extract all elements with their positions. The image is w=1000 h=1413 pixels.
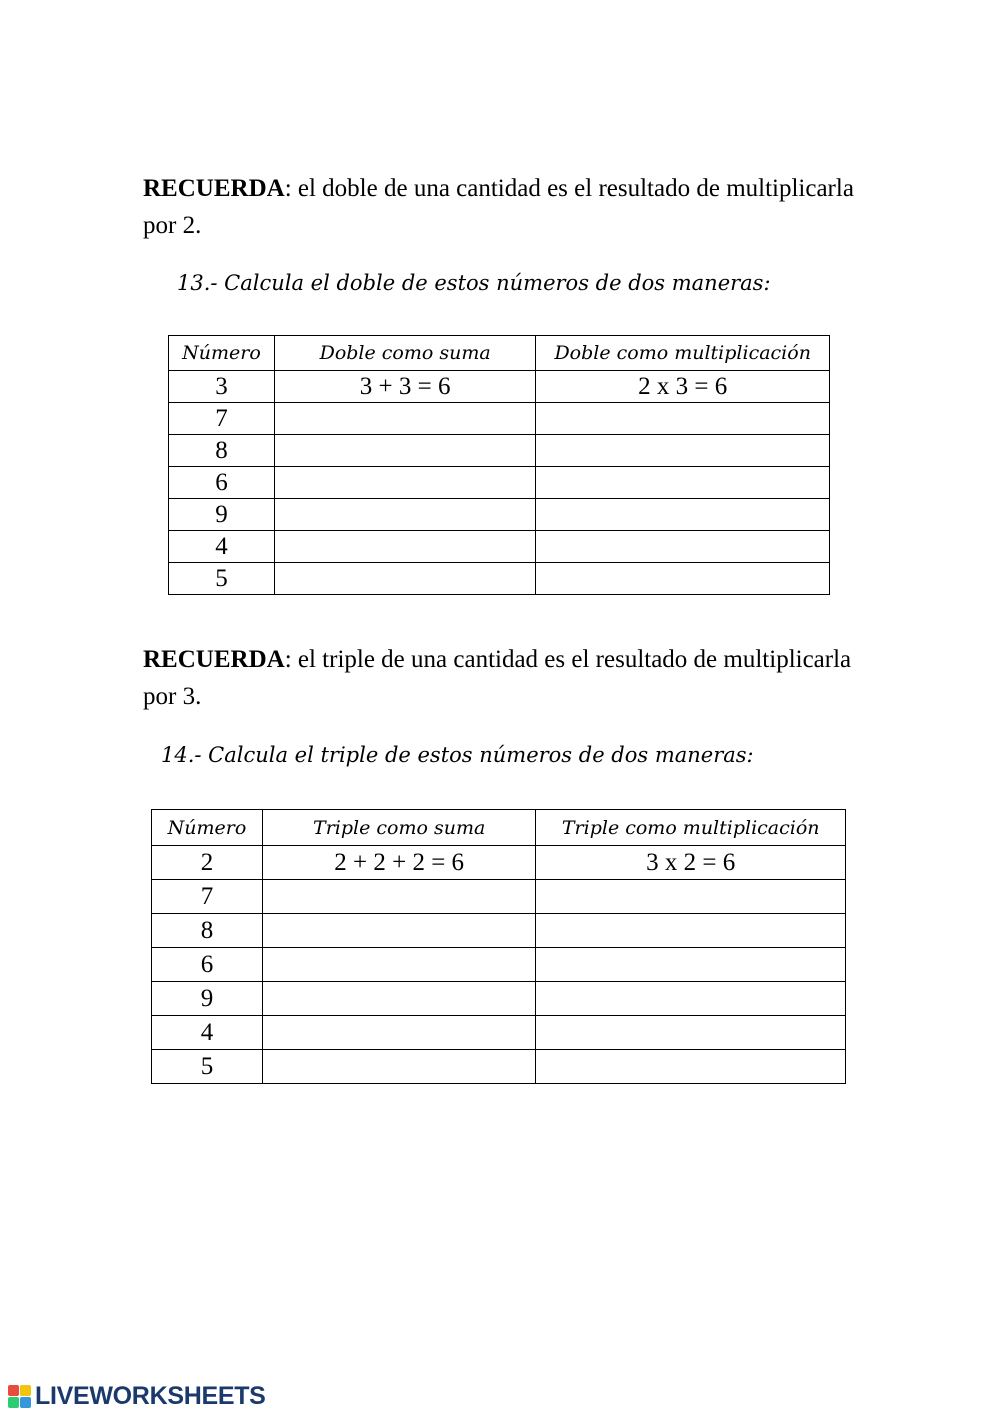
- suma-cell[interactable]: [262, 948, 535, 982]
- recuerda-text: : el doble de una cantidad es el resultado de multiplicarla por 2.: [143, 175, 854, 239]
- suma-cell[interactable]: [274, 467, 535, 499]
- numero-cell: 3: [169, 371, 275, 403]
- suma-cell[interactable]: [262, 1016, 535, 1050]
- numero-cell: 7: [152, 880, 263, 914]
- numero-cell: 5: [152, 1050, 263, 1084]
- suma-cell[interactable]: [274, 403, 535, 435]
- suma-cell[interactable]: [262, 1050, 535, 1084]
- multiplicacion-cell[interactable]: [536, 982, 846, 1016]
- liveworksheets-logo[interactable]: [8, 1381, 266, 1411]
- suma-cell[interactable]: [274, 531, 535, 563]
- numero-cell: 2: [152, 846, 263, 880]
- multiplicacion-cell[interactable]: [536, 563, 830, 595]
- recuerda-label: RECUERDA: [143, 646, 285, 673]
- table-row: [152, 880, 846, 914]
- exercise-14-title: 14.- Calcula el triple de estos números de dos maneras:: [161, 743, 754, 767]
- header-numero: Número: [152, 810, 263, 846]
- table-header-row: [169, 336, 830, 371]
- numero-cell: 9: [169, 499, 275, 531]
- multiplicacion-cell[interactable]: [536, 948, 846, 982]
- numero-cell: 8: [152, 914, 263, 948]
- multiplicacion-cell[interactable]: [536, 880, 846, 914]
- numero-cell: 7: [169, 403, 275, 435]
- suma-cell[interactable]: [262, 982, 535, 1016]
- multiplicacion-cell[interactable]: [536, 499, 830, 531]
- logo-square-red: [8, 1385, 19, 1396]
- table-row: [169, 371, 830, 403]
- header-numero: Número: [169, 336, 275, 371]
- exercise-13-title: 13.- Calcula el doble de estos números de dos maneras:: [177, 271, 771, 295]
- multiplicacion-cell: 2 x 3 = 6: [536, 371, 830, 403]
- numero-cell: 8: [169, 435, 275, 467]
- table-row: [169, 499, 830, 531]
- recuerda-doble-note: [143, 170, 863, 244]
- table-row: [152, 982, 846, 1016]
- header-triple-suma: Triple como suma: [262, 810, 535, 846]
- multiplicacion-cell[interactable]: [536, 531, 830, 563]
- suma-cell[interactable]: [274, 563, 535, 595]
- header-doble-suma: Doble como suma: [274, 336, 535, 371]
- triple-table-body: [152, 846, 846, 1084]
- recuerda-label: RECUERDA: [143, 175, 285, 202]
- table-row: [152, 1050, 846, 1084]
- table-row: [152, 914, 846, 948]
- numero-cell: 9: [152, 982, 263, 1016]
- numero-cell: 6: [152, 948, 263, 982]
- suma-cell[interactable]: [274, 435, 535, 467]
- suma-cell[interactable]: [274, 499, 535, 531]
- suma-cell[interactable]: [262, 914, 535, 948]
- table-row: [169, 563, 830, 595]
- table-row: [152, 1016, 846, 1050]
- logo-text: LIVEWORKSHEETS: [35, 1381, 266, 1410]
- table-header-row: [152, 810, 846, 846]
- multiplicacion-cell[interactable]: [536, 403, 830, 435]
- numero-cell: 5: [169, 563, 275, 595]
- recuerda-triple-note: [143, 641, 863, 715]
- header-triple-multiplicacion: Triple como multiplicación: [536, 810, 846, 846]
- logo-square-green: [8, 1397, 19, 1408]
- logo-icon: [8, 1385, 31, 1408]
- multiplicacion-cell: 3 x 2 = 6: [536, 846, 846, 880]
- table-row: [169, 531, 830, 563]
- table-row: [169, 403, 830, 435]
- triple-table: [151, 809, 846, 1084]
- table-row: [152, 948, 846, 982]
- table-row: [152, 846, 846, 880]
- suma-cell: 2 + 2 + 2 = 6: [262, 846, 535, 880]
- doble-table: [168, 335, 830, 595]
- logo-square-blue: [20, 1397, 31, 1408]
- logo-square-yellow: [20, 1385, 31, 1396]
- numero-cell: 4: [152, 1016, 263, 1050]
- header-doble-multiplicacion: Doble como multiplicación: [536, 336, 830, 371]
- suma-cell[interactable]: [262, 880, 535, 914]
- doble-table-body: [169, 371, 830, 595]
- suma-cell: 3 + 3 = 6: [274, 371, 535, 403]
- multiplicacion-cell[interactable]: [536, 1016, 846, 1050]
- recuerda-text: : el triple de una cantidad es el resultado de multiplicarla por 3.: [143, 646, 852, 710]
- multiplicacion-cell[interactable]: [536, 1050, 846, 1084]
- table-row: [169, 467, 830, 499]
- multiplicacion-cell[interactable]: [536, 914, 846, 948]
- numero-cell: 4: [169, 531, 275, 563]
- multiplicacion-cell[interactable]: [536, 435, 830, 467]
- multiplicacion-cell[interactable]: [536, 467, 830, 499]
- table-row: [169, 435, 830, 467]
- numero-cell: 6: [169, 467, 275, 499]
